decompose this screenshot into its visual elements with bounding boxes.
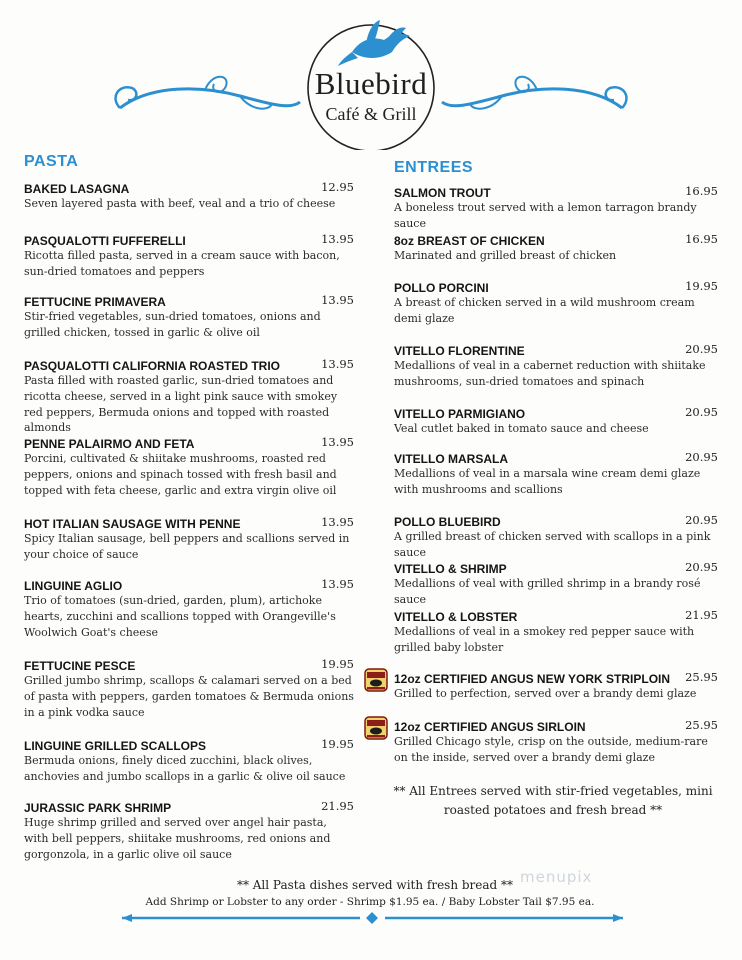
menu-item	[24, 575, 354, 640]
item-name: VITELLO PARMIGIANO	[394, 407, 526, 421]
item-price: 13.95	[321, 357, 354, 371]
menu-item	[394, 716, 718, 766]
item-description: Stir-fried vegetables, sun-dried tomatoes, onions and grilled chicken, tossed in garlic & olive oil	[24, 310, 321, 339]
item-price: 21.95	[685, 608, 718, 622]
item-description: Medallions of veal in a marsala wine cream demi glaze with mushrooms and scallions	[394, 467, 701, 496]
item-description: Huge shrimp grilled and served over angel hair pasta, with bell peppers, shiitake mushrooms, red onions and gorgonzola, in a garlic olive oil sauce	[24, 816, 331, 861]
item-price: 13.95	[321, 293, 354, 307]
item-name: VITELLO & LOBSTER	[394, 610, 518, 624]
item-description: A grilled breast of chicken served with scallops in a pink sauce	[394, 530, 711, 559]
menu-item	[394, 668, 718, 702]
item-name: 12oz CERTIFIED ANGUS SIRLOIN	[394, 720, 586, 734]
item-name: 12oz CERTIFIED ANGUS NEW YORK STRIPLOIN	[394, 672, 671, 686]
item-price: 20.95	[685, 513, 718, 527]
item-price: 13.95	[321, 435, 354, 449]
menu-item	[24, 355, 354, 436]
item-description: Grilled jumbo shrimp, scallops & calamari served on a bed of pasta with peppers, garden tomatoes & Bermuda onions in a pink vodka sauce	[24, 674, 354, 719]
item-name: PASQUALOTTI CALIFORNIA ROASTED TRIO	[24, 359, 280, 373]
item-name: VITELLO FLORENTINE	[394, 344, 525, 358]
item-name: JURASSIC PARK SHRIMP	[24, 801, 172, 815]
item-description: Medallions of veal in a cabernet reduction with shiitake mushrooms, sun-dried tomatoes and spinach	[394, 359, 706, 388]
entrees-heading: ENTREES	[394, 159, 474, 176]
pasta-note: ** All Pasta dishes served with fresh bread **	[236, 878, 514, 892]
item-price: 20.95	[685, 450, 718, 464]
item-price: 20.95	[685, 342, 718, 356]
item-name: LINGUINE GRILLED SCALLOPS	[24, 739, 207, 753]
item-price: 19.95	[321, 737, 354, 751]
item-description: Grilled Chicago style, crisp on the outside, medium-rare on the inside, served over a brandy demi glaze	[394, 735, 708, 764]
item-description: Spicy Italian sausage, bell peppers and scallions served in your choice of sauce	[24, 532, 350, 561]
item-price: 19.95	[321, 657, 354, 671]
pasta-heading: PASTA	[24, 153, 79, 170]
item-price: 21.95	[321, 799, 354, 813]
menu-item	[24, 178, 354, 212]
item-price: 19.95	[685, 279, 718, 293]
brand-subtitle: Café & Grill	[325, 104, 417, 124]
item-price: 20.95	[685, 405, 718, 419]
item-name: FETTUCINE PRIMAVERA	[24, 295, 166, 309]
item-description: Veal cutlet baked in tomato sauce and cheese	[394, 422, 649, 435]
footer-divider	[120, 910, 625, 926]
item-description: Porcini, cultivated & shiitake mushrooms, roasted red peppers, onions and spinach tossed with fresh basil and topped with feta cheese, garlic and extra virgin olive oil	[24, 452, 337, 497]
menu-item	[394, 606, 718, 656]
item-description: A breast of chicken served in a wild mushroom cream demi glaze	[394, 296, 695, 325]
item-name: PASQUALOTTI FUFFERELLI	[24, 234, 186, 248]
menu-item	[24, 291, 354, 341]
item-price: 16.95	[685, 232, 718, 246]
pasta-section	[24, 150, 354, 861]
bluebird-icon	[338, 20, 410, 66]
menu-item	[24, 655, 354, 720]
item-description: Pasta filled with roasted garlic, sun-dried tomatoes and ricotta cheese, served in a light pink sauce with smokey red peppers, Bermuda onions and topped with roasted almonds	[24, 374, 338, 435]
item-description: Ricotta filled pasta, served in a cream sauce with bacon, sun-dried tomatoes and peppers	[24, 249, 340, 278]
menu-item	[24, 433, 354, 498]
menu-item	[24, 735, 354, 785]
item-price: 13.95	[321, 577, 354, 591]
item-description: Bermuda onions, finely diced zucchini, black olives, anchovies and jumbo scallops in a garlic & olive oil sauce	[24, 754, 346, 783]
item-description: Medallions of veal with grilled shrimp in a brandy rosé sauce	[394, 577, 701, 606]
entrees-section	[394, 150, 718, 764]
item-name: PENNE PALAIRMO AND FETA	[24, 437, 195, 451]
item-name: 8oz BREAST OF CHICKEN	[394, 234, 545, 248]
item-description: Trio of tomatoes (sun-dried, garden, plum), artichoke hearts, zucchini and scallions topped with Orangeville's Woolwich Goat's cheese	[24, 594, 336, 639]
entrees-note: ** All Entrees served with stir-fried vegetables, mini roasted potatoes and fresh bread **	[393, 784, 713, 817]
item-description: Seven layered pasta with beef, veal and a trio of cheese	[24, 197, 336, 210]
item-name: VITELLO & SHRIMP	[394, 562, 507, 576]
item-price: 13.95	[321, 515, 354, 529]
item-price: 13.95	[321, 232, 354, 246]
menu-item	[394, 340, 718, 390]
item-name: POLLO BLUEBIRD	[394, 515, 501, 529]
menu-item	[394, 230, 718, 264]
item-name: HOT ITALIAN SAUSAGE WITH PENNE	[24, 517, 241, 531]
item-name: SALMON TROUT	[394, 186, 491, 200]
item-name: FETTUCINE PESCE	[24, 659, 136, 673]
item-name: POLLO PORCINI	[394, 281, 489, 295]
item-price: 12.95	[321, 180, 354, 194]
brand-name: Bluebird	[314, 66, 428, 101]
menu-item	[394, 511, 718, 561]
menu-item	[394, 448, 718, 498]
item-name: VITELLO MARSALA	[394, 452, 508, 466]
item-price: 20.95	[685, 560, 718, 574]
menu-item	[24, 230, 354, 280]
item-description: Grilled to perfection, served over a brandy demi glaze	[394, 687, 697, 700]
item-description: Medallions of veal in a smokey red pepper sauce with grilled baby lobster	[394, 625, 695, 654]
item-price: 25.95	[685, 718, 718, 732]
menu-item	[24, 797, 354, 862]
item-name: LINGUINE AGLIO	[24, 579, 123, 593]
item-price: 16.95	[685, 184, 718, 198]
menu-item	[394, 182, 718, 232]
item-name: BAKED LASAGNA	[24, 182, 130, 196]
addons-note: Add Shrimp or Lobster to any order - Shrimp $1.95 ea. / Baby Lobster Tail $7.95 ea.	[145, 896, 595, 908]
item-description: A boneless trout served with a lemon tarragon brandy sauce	[394, 201, 697, 230]
item-price: 25.95	[685, 670, 718, 684]
watermark: menupix	[520, 868, 593, 886]
menu-item	[394, 277, 718, 327]
certified-angus-icon	[364, 716, 388, 740]
item-description: Marinated and grilled breast of chicken	[394, 249, 617, 262]
certified-angus-icon	[364, 668, 388, 692]
menu-item	[24, 513, 354, 563]
menu-item	[394, 403, 718, 437]
menu-item	[394, 558, 718, 608]
